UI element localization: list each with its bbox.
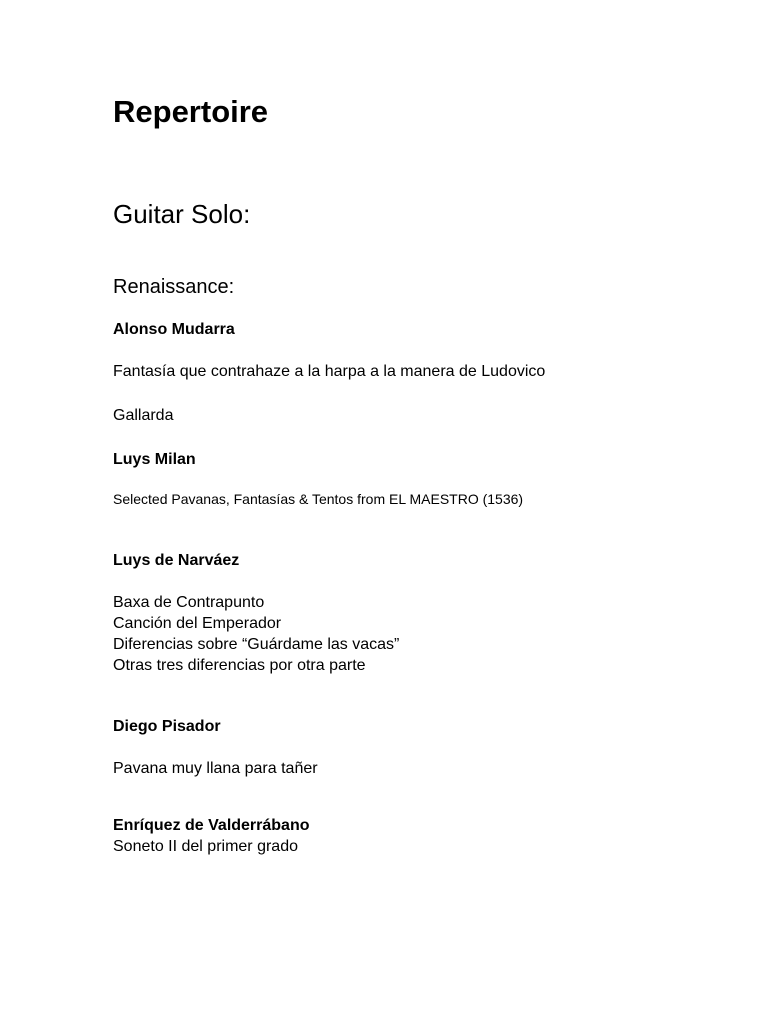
composer-name: Diego Pisador (113, 718, 221, 735)
work-title: Soneto II del primer grado (113, 838, 298, 855)
work-title: Fantasía que contrahaze a la harpa a la manera de Ludovico (113, 363, 546, 380)
work-title: Baxa de Contrapunto (113, 594, 265, 611)
page-title: Repertoire (113, 94, 269, 129)
work-title: Pavana muy llana para tañer (113, 760, 318, 777)
composer-name: Luys Milan (113, 451, 196, 468)
composer-name: Enríquez de Valderrábano (113, 817, 310, 834)
composer-name: Luys de Narváez (113, 552, 240, 569)
work-title: Diferencias sobre “Guárdame las vacas” (113, 636, 400, 653)
composer-name: Alonso Mudarra (113, 321, 235, 338)
work-title: Gallarda (113, 407, 174, 424)
work-title: Canción del Emperador (113, 615, 282, 632)
category-heading: Guitar Solo: (113, 199, 251, 229)
work-title: Otras tres diferencias por otra parte (113, 657, 366, 674)
period-heading: Renaissance: (113, 276, 235, 298)
work-list (113, 592, 399, 676)
work-title: Selected Pavanas, Fantasías & Tentos from EL MAESTRO (1536) (113, 491, 524, 507)
